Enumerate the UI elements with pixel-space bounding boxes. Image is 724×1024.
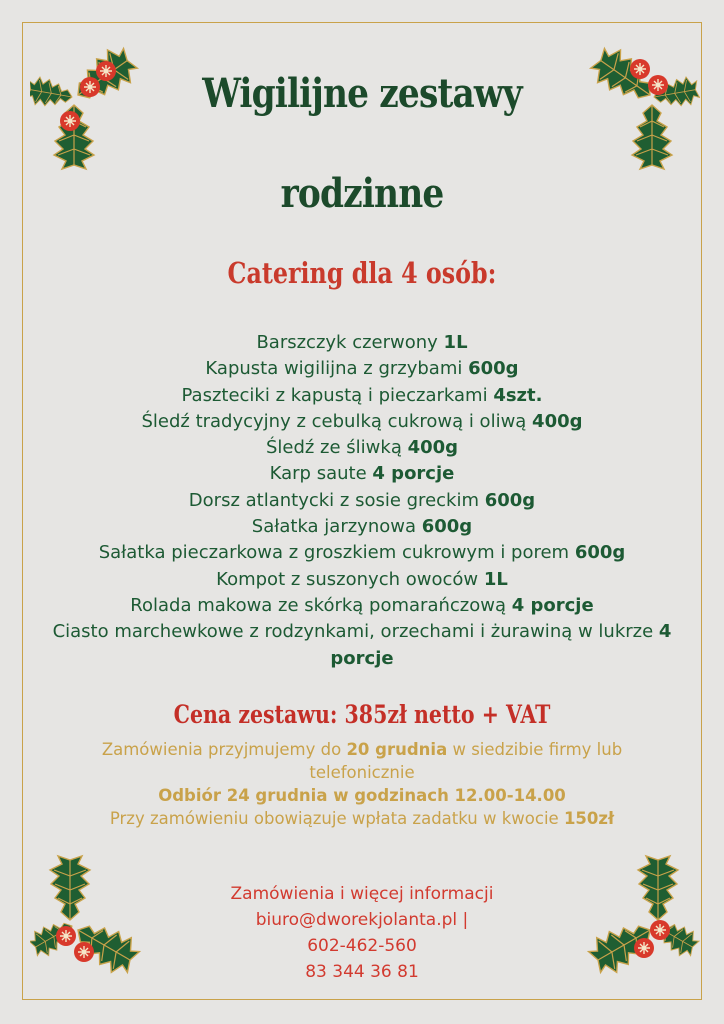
menu-item: Śledź tradycyjny z cebulką cukrową i oliwą 400g bbox=[141, 410, 583, 432]
email-link[interactable]: biuro@dworekjolanta.pl | bbox=[255, 910, 469, 930]
page-title-line1: Wigilijne zestawy bbox=[202, 70, 522, 117]
menu-item: Ciasto marchewkowe z rodzynkami, orzechami i żurawiną w lukrze 4 porcje bbox=[52, 621, 672, 669]
contact-info bbox=[110, 881, 614, 985]
pickup-info: Odbiór 24 grudnia w godzinach 12.00-14.00 bbox=[158, 786, 566, 805]
phone-link[interactable]: 602-462-560 bbox=[307, 936, 417, 956]
menu-item: Sałatka pieczarkowa z groszkiem cukrowym i porem 600g bbox=[98, 542, 626, 564]
menu-item: Rolada makowa ze skórką pomarańczową 4 porcje bbox=[130, 594, 594, 616]
menu-item: Sałatka jarzynowa 600g bbox=[251, 516, 473, 538]
menu-item: Kompot z suszonych owoców 1L bbox=[216, 568, 508, 590]
page-title-line2: rodzinne bbox=[280, 170, 444, 217]
menu-item: Kapusta wigilijna z grzybami 600g bbox=[205, 358, 519, 380]
menu-item: Śledź ze śliwką 400g bbox=[265, 437, 459, 459]
menu-item: Barszczyk czerwony 1L bbox=[256, 332, 468, 353]
phone-link[interactable]: 83 344 36 81 bbox=[305, 962, 419, 982]
set-price: Cena zestawu: 385zł netto + VAT bbox=[173, 700, 551, 729]
order-deadline: Zamówienia przyjmujemy do 20 grudnia w siedzibie firmy lub telefonicznie bbox=[101, 740, 623, 782]
menu-item: Karp saute 4 porcje bbox=[269, 463, 455, 485]
contact-heading: Zamówienia i więcej informacji bbox=[230, 884, 494, 904]
order-info bbox=[60, 738, 664, 830]
catering-subtitle: Catering dla 4 osób: bbox=[227, 256, 497, 290]
deposit-info: Przy zamówieniu obowiązuje wpłata zadatku w kwocie 150zł bbox=[109, 809, 615, 828]
menu-item: Paszteciki z kapustą i pieczarkami 4szt. bbox=[181, 384, 543, 406]
menu-item: Dorsz atlantycki z sosie greckim 600g bbox=[188, 489, 536, 511]
menu-list bbox=[40, 330, 684, 672]
